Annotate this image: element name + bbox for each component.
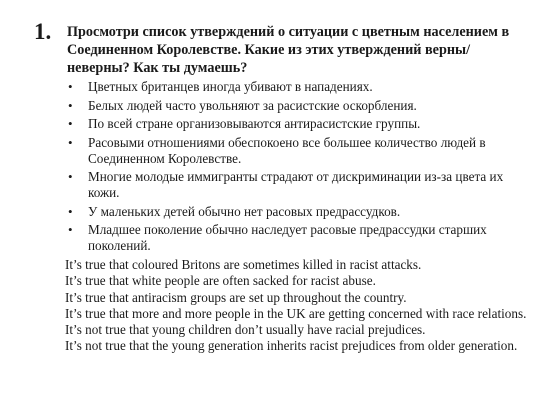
statement-text: Расовыми отношениями обеспокоено все большее количество людей в Соединенном Королевстве. [88,134,486,166]
statement-item [67,116,532,132]
answer-sentence: It’s true that antiracism groups are set up throughout the country. [65,289,407,305]
bullet-icon: • [68,134,73,150]
answer-sentence: It’s true that white people are often sacked for racist abuse. [65,273,376,289]
answer-sentence: It’s not true that the young generation inherits racist prejudices from older generation. [65,338,518,354]
statement-item [67,169,532,201]
statement-item [67,222,532,254]
bullet-icon: • [68,79,73,94]
statement-list [67,79,532,257]
exercise-number: 1. [34,19,52,44]
statement-item [67,98,532,114]
bullet-icon: • [68,169,73,184]
statement-item [67,204,532,220]
statement-item [67,135,532,167]
answer-block [32,257,532,355]
answer-sentence: It’s not true that young children don’t usually have racial prejudices. [65,322,426,338]
bullet-icon: • [68,97,73,113]
statement-text: По всей стране организовываются антирасистские группы. [88,116,421,131]
statement-text: Младшее поколение обычно наследует расовые предрассудки старших поколений. [88,222,487,253]
statement-text: Белых людей часто увольняют за расистские оскорбления. [88,97,417,113]
statement-text: Цветных британцев иногда убивают в нападениях. [88,79,373,94]
statement-text: У маленьких детей обычно нет расовых предрассудков. [88,203,401,219]
statement-text: Многие молодые иммигранты страдают от дискриминации из-за цвета их кожи. [88,169,504,200]
bullet-icon: • [68,116,73,131]
bullet-icon: • [68,222,73,237]
bullet-icon: • [68,203,73,219]
answer-sentence: It’s true that coloured Britons are sometimes killed in racist attacks. [65,257,422,272]
statement-item [67,79,532,95]
answer-sentence: It’s true that more and more people in the UK are getting concerned with race relations. [65,305,527,321]
exercise-instruction: Просмотри список утверждений о ситуации с цветным населением в Соединенном Королевстве. Какие из этих утверждений верны/неверны? Как ты думаешь? [67,24,510,76]
